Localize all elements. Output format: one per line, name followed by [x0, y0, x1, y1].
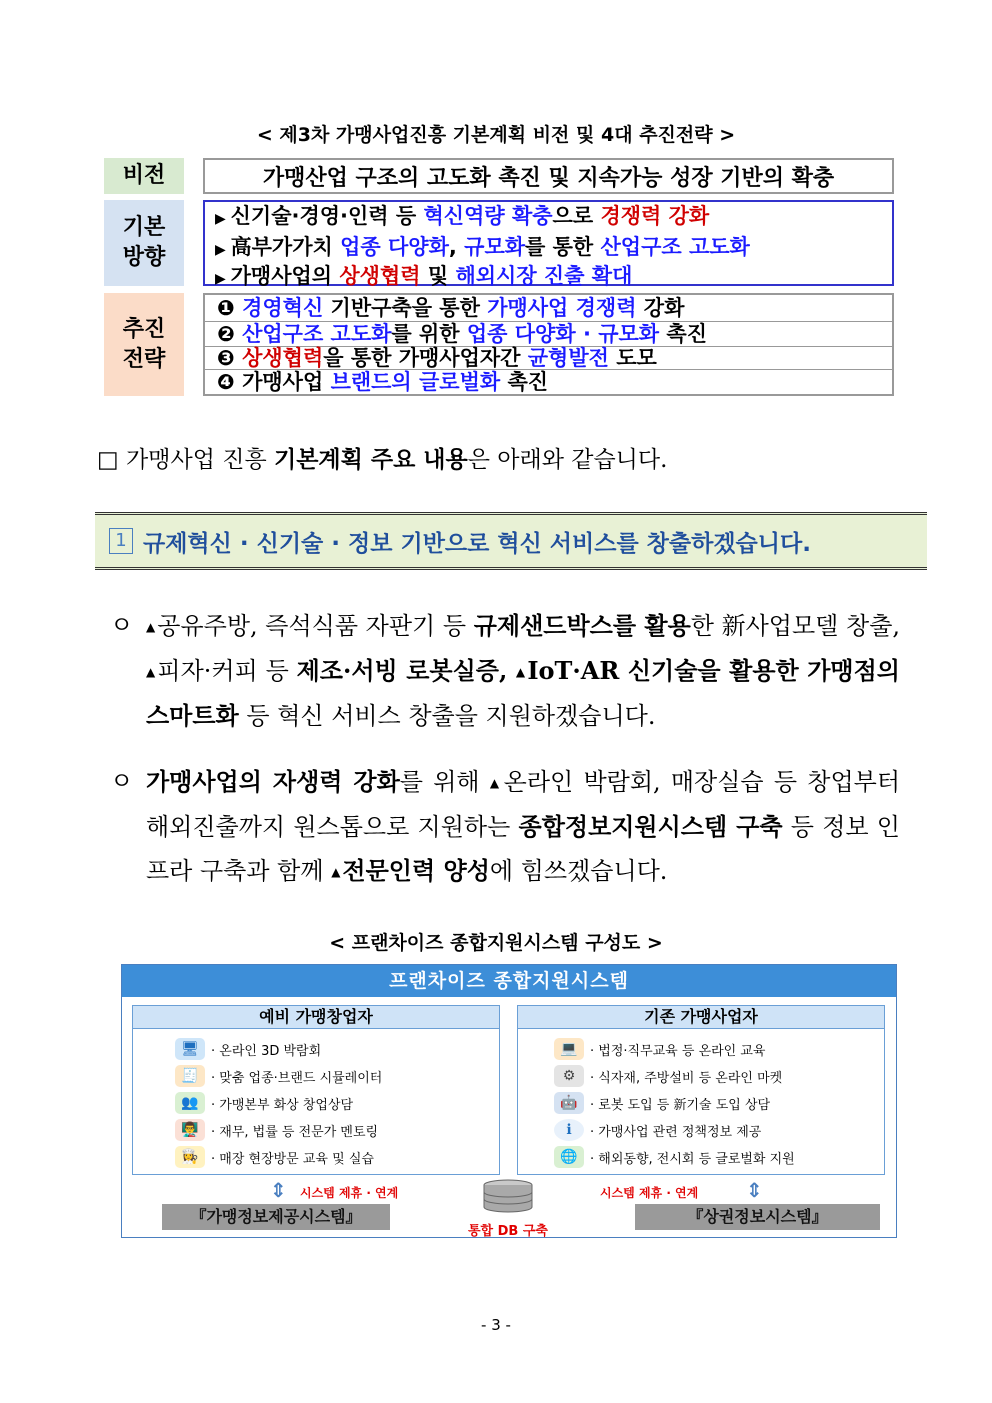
list-item: 👨‍🏫 · 재무, 법률 등 전문가 멘토링 — [175, 1117, 378, 1143]
commercial-area-system: 『상권정보시스템』 — [635, 1204, 880, 1230]
strategy-label-line1: 추진 — [122, 316, 166, 342]
link-label-right: 시스템 제휴 · 연계 — [600, 1186, 699, 1200]
strategy-item: ❹ 가맹사업 브랜드의 글로벌화 촉진 — [217, 370, 549, 394]
strategy-item: ❸ 상생협력을 통한 가맹사업자간 균형발전 도모 — [205, 347, 892, 370]
db-label: 통합 DB 구축 — [468, 1224, 548, 1239]
vision-box — [203, 158, 894, 194]
list-item: 🤖 · 로봇 도입 등 新기술 도입 상담 — [554, 1090, 770, 1116]
left-panel-title: 예비 가맹창업자 — [133, 1006, 499, 1029]
vision-label: 비전 — [104, 158, 184, 194]
page-number: - 3 - — [481, 1316, 511, 1334]
strategy-box — [203, 293, 894, 396]
robot-icon: 🤖 — [554, 1092, 584, 1114]
list-item: 💻 · 법정·직무교육 등 온라인 교육 — [554, 1036, 766, 1062]
database-icon — [480, 1179, 536, 1213]
table-caption: < 제3차 가맹사업진흥 기본계획 비전 및 4대 추진전략 > — [256, 124, 736, 146]
link-label-left: 시스템 제휴 · 연계 — [300, 1186, 399, 1200]
list-item: 👥 · 가맹본부 화상 창업상담 — [175, 1090, 353, 1116]
intro-line: □ 가맹사업 진흥 기본계획 주요 내용은 아래와 같습니다. — [97, 446, 668, 473]
section-number-box: 1 — [109, 528, 133, 554]
online-education-icon: 💻 — [554, 1038, 584, 1060]
list-item: 🌐 · 해외동향, 전시회 등 글로벌화 지원 — [554, 1144, 795, 1170]
diagram-header: 프랜차이즈 종합지원시스템 — [122, 965, 896, 997]
right-panel-title: 기존 가맹사업자 — [518, 1006, 884, 1029]
strategy-item: ❶ 경영혁신 기반구축을 통한 가맹사업 경쟁력 강화 — [205, 295, 892, 322]
franchise-info-system: 『가맹정보제공시스템』 — [162, 1204, 390, 1230]
basic-label-line1: 기본 — [122, 215, 166, 240]
strategy-item: ❷ 산업구조 고도화를 위한 업종 다양화 · 규모화 촉진 — [205, 322, 892, 347]
vision-text: 가맹산업 구조의 고도화 촉진 및 지속가능 성장 기반의 확충 — [262, 165, 835, 191]
strategy-label-line2: 전략 — [122, 346, 166, 372]
video-call-icon: 👥 — [175, 1092, 205, 1114]
globe-icon: 🌐 — [554, 1146, 584, 1168]
monitor-icon: 🖥 — [175, 1038, 205, 1060]
basic-direction-label — [104, 200, 184, 286]
section-title: 규제혁신 · 신기술 · 정보 기반으로 혁신 서비스를 창출하겠습니다. — [143, 530, 811, 557]
right-panel — [517, 1005, 885, 1175]
info-icon: ℹ — [554, 1119, 584, 1141]
diagram-caption: < 프랜차이즈 종합지원시스템 구성도 > — [329, 932, 663, 954]
bullet: ㅇ — [110, 767, 134, 795]
basic-label-line2: 방향 — [122, 245, 166, 270]
paragraph-1: ㅇ ▲공유주방, 즉석식품 자판기 등 규제샌드박스를 활용한 新사업모델 창출, ▲피자·커피 등 제조·서빙 로봇실증, ▲IoT·AR 신기술을 활용한 가맹점의 스마트화 등 혁신 서비스 창출을 지원하겠습니다. — [110, 604, 900, 738]
list-item: 🖥 · 온라인 3D 박람회 — [175, 1036, 321, 1062]
simulator-icon: 🧾 — [175, 1065, 205, 1087]
section-header — [95, 512, 927, 570]
list-item: ⚙ · 식자재, 주방설비 등 온라인 마켓 — [554, 1063, 782, 1089]
basic-direction-box — [203, 200, 894, 286]
list-item: 🧾 · 맞춤 업종·브랜드 시뮬레이터 — [175, 1063, 382, 1089]
list-item: 👩‍🍳 · 매장 현장방문 교육 및 실습 — [175, 1144, 374, 1170]
basic-line: ▶ 가맹사업의 상생협력 및 해외시장 진출 확대 — [215, 264, 633, 288]
up-down-arrow-icon: ⇕ — [746, 1178, 763, 1202]
basic-line: ▶ 신기술·경영·인력 등 혁신역량 확충으로 경쟁력 강화 — [215, 204, 710, 228]
market-icon: ⚙ — [554, 1065, 584, 1087]
up-down-arrow-icon: ⇕ — [270, 1178, 287, 1202]
basic-line: ▶ 高부가가치 업종 다양화, 규모화를 통한 산업구조 고도화 — [215, 235, 750, 259]
system-diagram — [121, 964, 897, 1238]
paragraph-2: ㅇ 가맹사업의 자생력 강화를 위해 ▲온라인 박람회, 매장실습 등 창업부터 해외진출까지 원스톱으로 지원하는 종합정보지원시스템 구축 등 정보 인프라 구축과 함께 ▲전문인력 양성에 힘쓰겠습니다. — [110, 760, 900, 894]
left-panel — [132, 1005, 500, 1175]
store-visit-icon: 👩‍🍳 — [175, 1146, 205, 1168]
mentor-icon: 👨‍🏫 — [175, 1119, 205, 1141]
list-item: ℹ · 가맹사업 관련 정책정보 제공 — [554, 1117, 761, 1143]
bullet: ㅇ — [110, 611, 134, 639]
strategy-label — [104, 293, 184, 396]
